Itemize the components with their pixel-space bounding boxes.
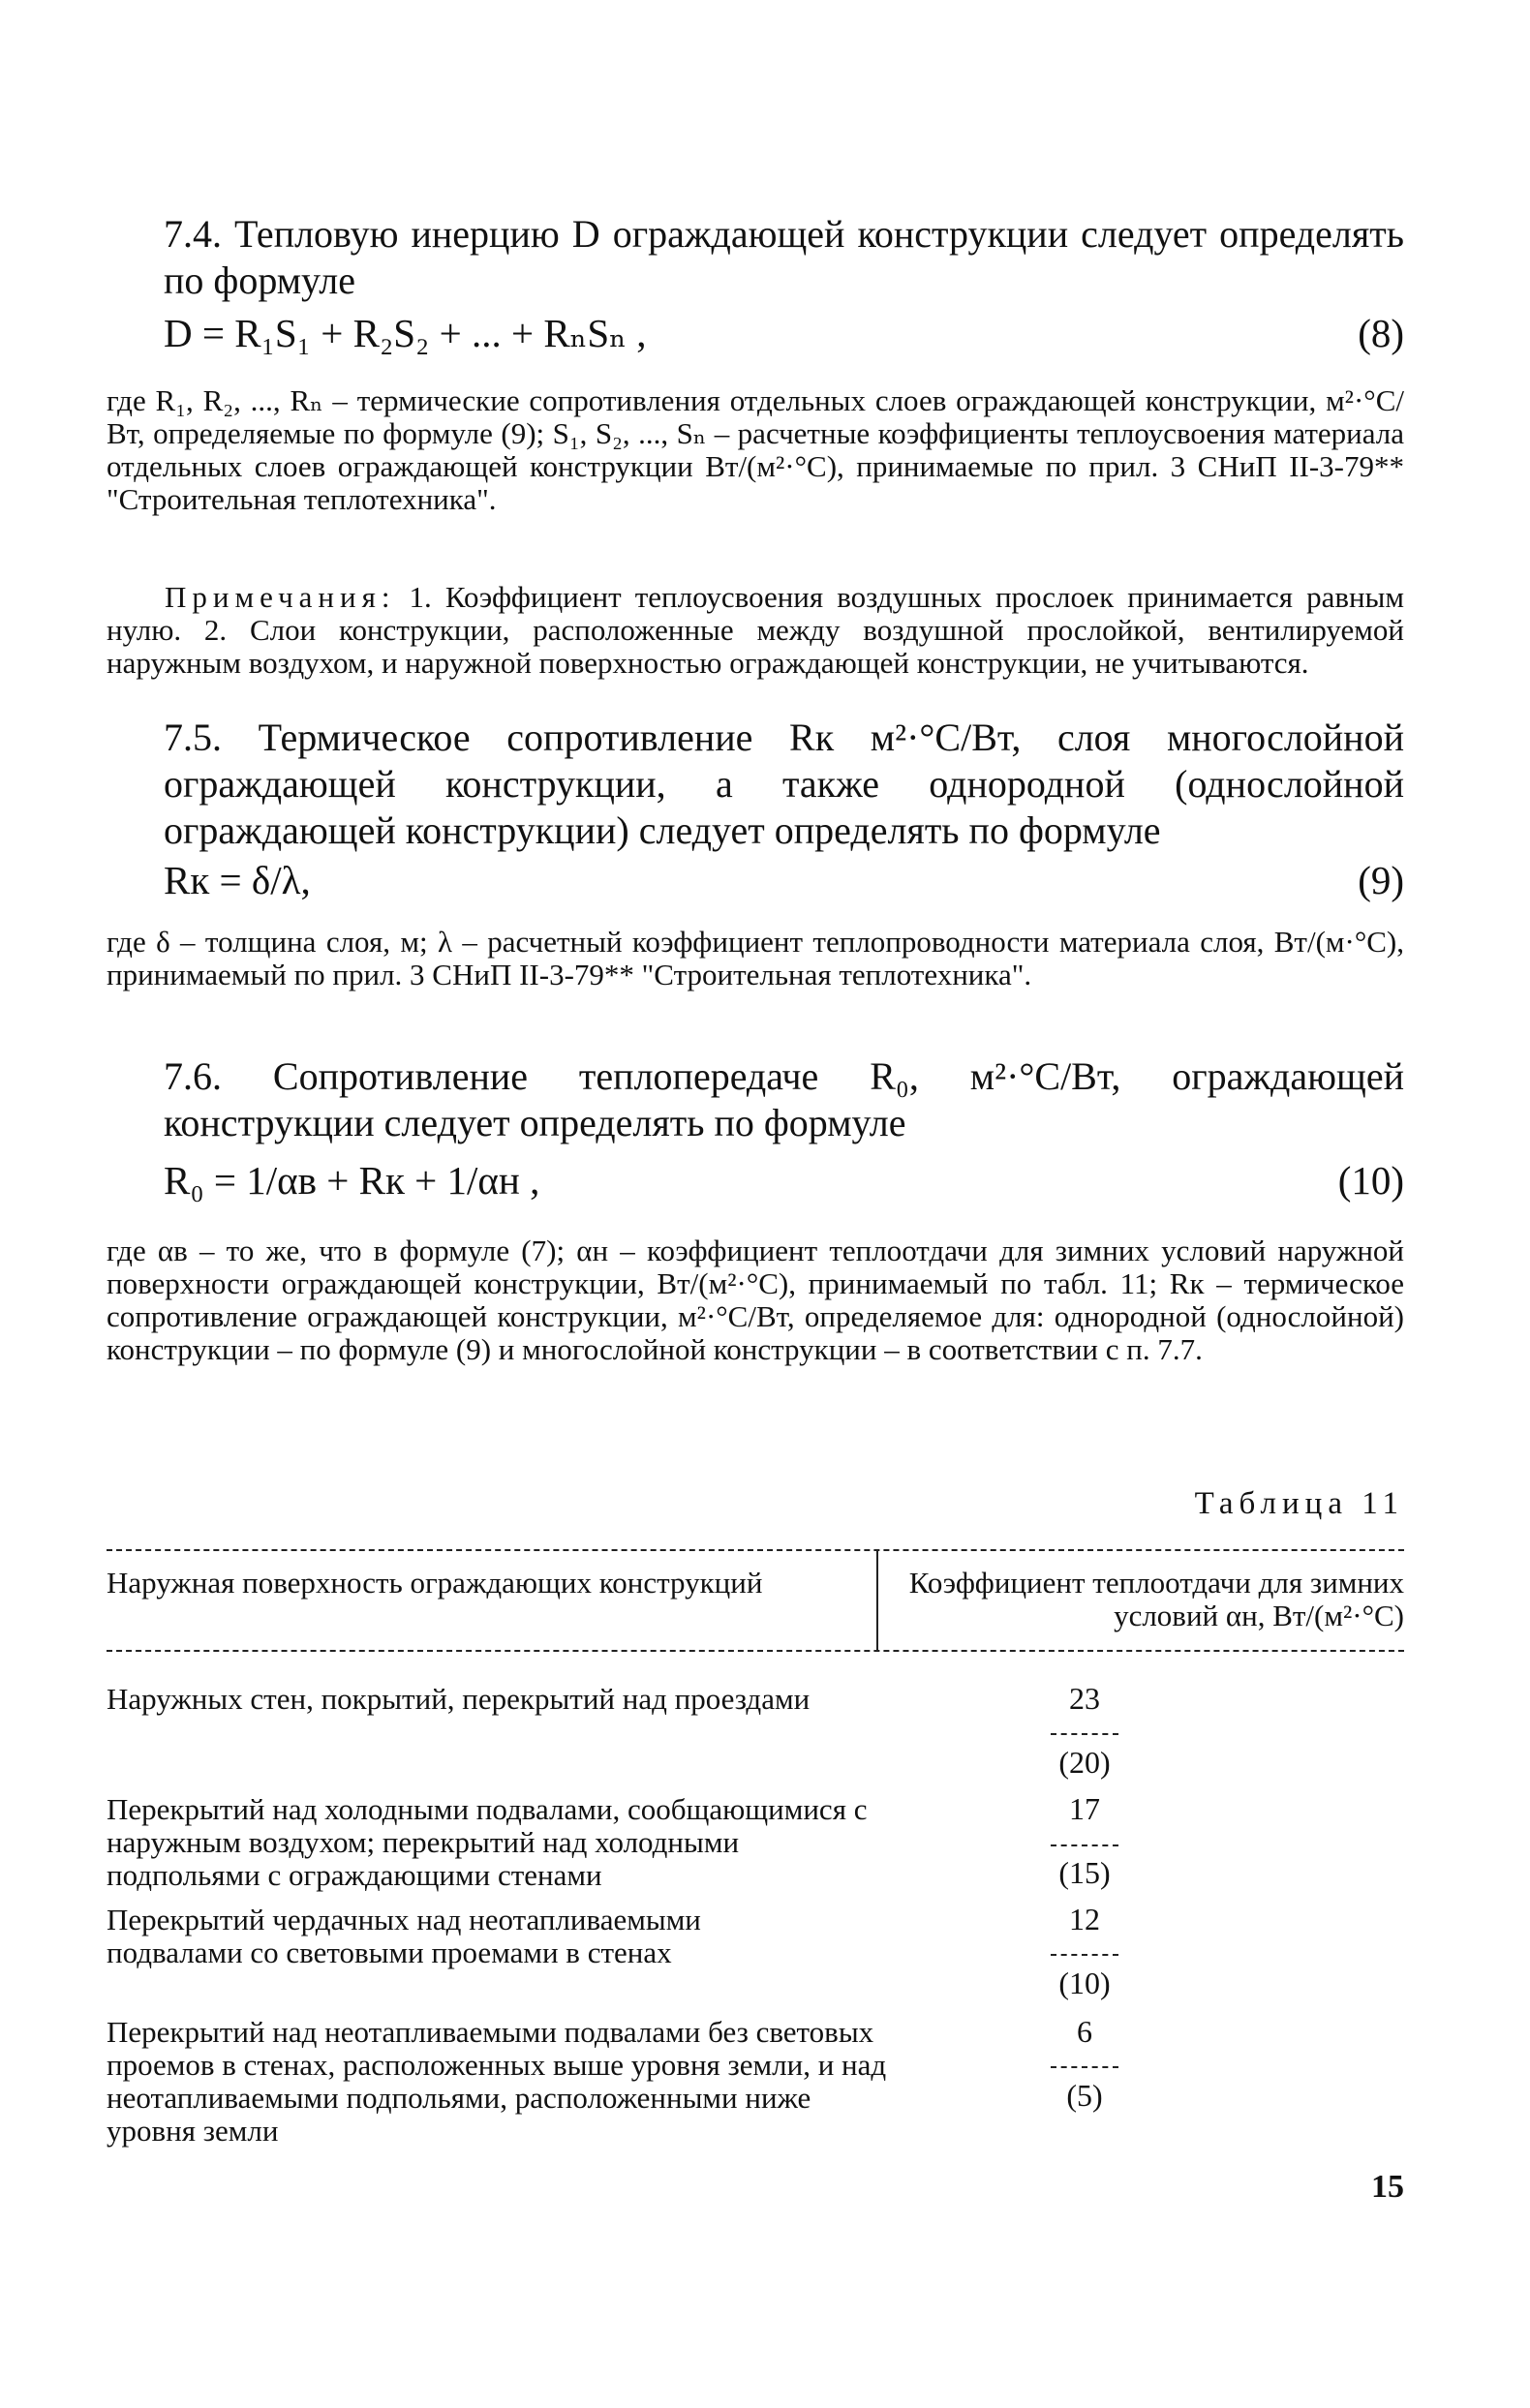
table-row-4-alt: (5) bbox=[1066, 2078, 1103, 2113]
notes-label: Примечания: bbox=[165, 580, 396, 614]
table-row-3-surface: Перекрытий чердачных над неотапливаемыми подвалами со световыми проемами в стенах bbox=[107, 1903, 701, 1969]
notes-text: 1. Коэффициент теплоусвоения воздушных прослоек принимается равным нулю. 2. Слои конструкции, расположенные между воздушной прослойкой, вентилируемой наружным воздухом, и наружной поверхностью ограждающей конструкции, не учитываются. bbox=[107, 580, 1405, 680]
section-7-5-explanation: где δ – толщина слоя, м; λ – расчетный коэффициент теплопроводности материала слоя, Вт/(м·°С), принимаемый по прил. 3 СНиП II-3-79** "Строительная теплотехника". bbox=[107, 925, 1404, 991]
table-row-3-value: 12 bbox=[1069, 1902, 1100, 1936]
table-row-3-separator bbox=[1051, 1954, 1118, 1956]
formula-9-number: (9) bbox=[1358, 858, 1404, 902]
formula-10-number: (10) bbox=[1337, 1158, 1404, 1203]
table-row-4-value: 6 bbox=[1077, 2014, 1092, 2049]
table-row-1-alt: (20) bbox=[1058, 1745, 1111, 1780]
table-row-2-alt: (15) bbox=[1058, 1855, 1111, 1890]
table-row-4-surface: Перекрытий над неотапливаемыми подвалами без световых проемов в стенах, расположенных выше уровня земли, и над неотапливаемыми подпольями, расположенными ниже уровня земли bbox=[107, 2015, 887, 2148]
formula-10: R₀ = 1/αв + Rк + 1/αн , bbox=[164, 1158, 540, 1203]
table-row-1-surface: Наружных стен, покрытий, перекрытий над проездами bbox=[107, 1682, 811, 1716]
table-caption: Таблица 11 bbox=[1194, 1486, 1404, 1521]
section-7-4-explanation: где R₁, R₂, ..., Rₙ – термические сопротивления отдельных слоев ограждающей конструкции, м²·°С/Вт, определяемые по формуле (9); S₁, S₂, ..., Sₙ – расчетные коэффициенты теплоусвоения материала отдельных слоев ограждающей конструкции Вт/(м²·°С), принимаемые по прил. 3 СНиП II-3-79** "Строительная теплотехника". bbox=[107, 383, 1404, 516]
table-header-surface: Наружная поверхность ограждающих конструкций bbox=[107, 1566, 763, 1600]
formula-8-number: (8) bbox=[1358, 311, 1404, 355]
table-row-2-value: 17 bbox=[1069, 1791, 1100, 1826]
table-top-rule bbox=[107, 1549, 1404, 1551]
table-row-1-value: 23 bbox=[1069, 1681, 1100, 1716]
section-7-6-text: 7.6. Сопротивление теплопередаче R₀, м²·°С/Вт, ограждающей конструкции следует определять по формуле bbox=[164, 1054, 1404, 1144]
table-row-2-surface: Перекрытий над холодными подвалами, сообщающимися с наружным воздухом; перекрытий над холодными подпольями с ограждающими стенами bbox=[107, 1792, 868, 1892]
formula-9-row bbox=[164, 857, 1404, 911]
table-row-4-separator bbox=[1051, 2066, 1118, 2068]
section-7-4-text: 7.4. Тепловую инерцию D ограждающей конструкции следует определять по формуле bbox=[164, 212, 1404, 302]
formula-8: D = R₁S₁ + R₂S₂ + ... + RₙSₙ , bbox=[164, 311, 647, 355]
section-7-5-text: 7.5. Термическое сопротивление Rк м²·°С/Вт, слоя многослойной ограждающей конструкции, а также однородной (однослойной ограждающей конструкции) следует определять по формуле bbox=[164, 716, 1404, 852]
section-7-6-explanation: где αв – то же, что в формуле (7); αн – коэффициент теплоотдачи для зимних условий наружной поверхности ограждающей конструкции, Вт/(м²·°С), принимаемый по табл. 11; Rк – термическое сопротивление ограждающей конструкции, м²·°С/Вт, определяемое для: однородной (однослойной) конструкции – по формуле (9) и многослойной конструкции – в соответствии с п. 7.7. bbox=[107, 1234, 1404, 1366]
table-row-3-alt: (10) bbox=[1058, 1966, 1111, 2000]
table-header-divider bbox=[876, 1549, 878, 1650]
table-row-2-separator bbox=[1051, 1844, 1118, 1846]
page-number: 15 bbox=[1371, 2169, 1404, 2205]
table-header-coefficient: Коэффициент теплоотдачи для зимних условий αн, Вт/(м²·°С) bbox=[908, 1566, 1404, 1632]
section-7-4-notes bbox=[107, 581, 1404, 680]
formula-8-row bbox=[164, 310, 1404, 364]
table-header-rule bbox=[107, 1650, 1404, 1652]
table-row-1-separator bbox=[1051, 1733, 1118, 1735]
formula-10-row bbox=[164, 1157, 1404, 1211]
formula-9: Rк = δ/λ, bbox=[164, 858, 311, 902]
